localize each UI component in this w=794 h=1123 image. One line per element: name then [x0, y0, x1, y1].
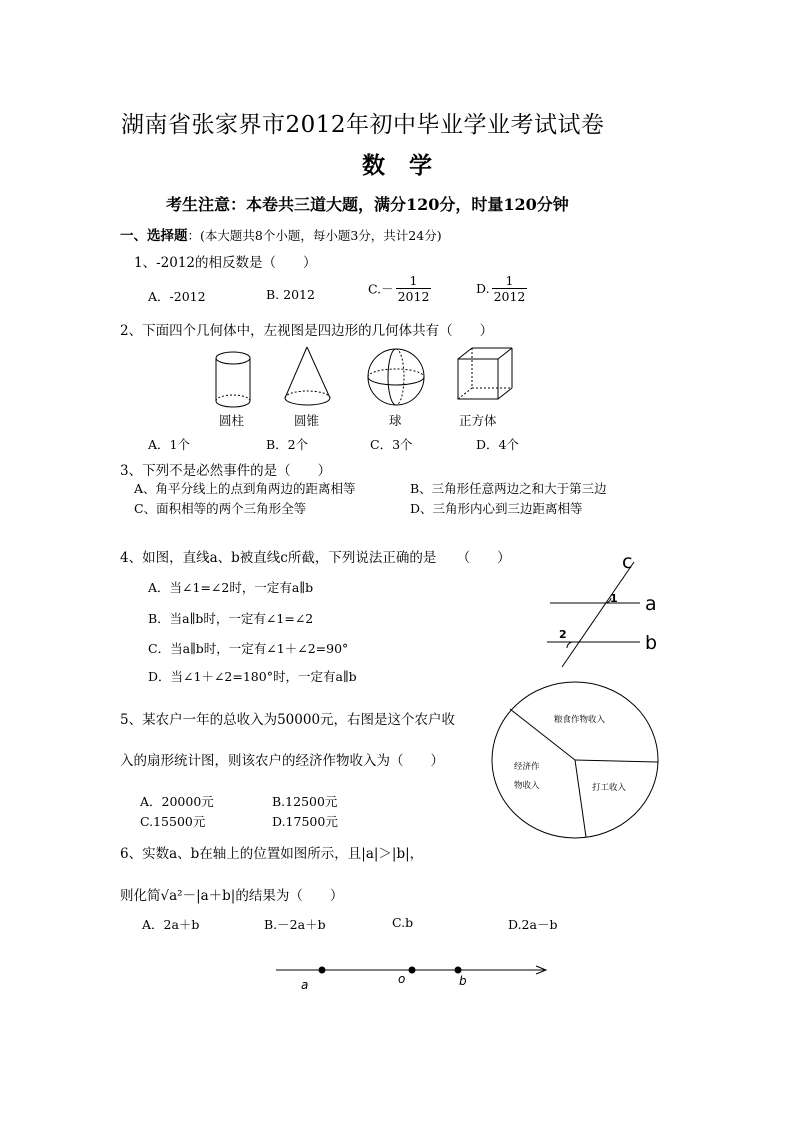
cylinder-icon [216, 352, 250, 407]
q6-stem-line1: 6、实数a、b在轴上的位置如图所示，且|a|＞|b|， [120, 846, 424, 862]
q2-option-c: C．3个 [370, 437, 413, 452]
point-b [455, 967, 462, 974]
q5-pie-chart [488, 678, 663, 843]
q3-option-c: C、面积相等的两个三角形全等 [134, 501, 307, 516]
pie-label-labor: 打工收入 [592, 783, 627, 793]
cube-icon [458, 348, 512, 399]
pie-divider-3 [575, 760, 586, 837]
q1-option-c-fraction [396, 273, 432, 304]
q4-option-d: D．当∠1＋∠2=180°时，一定有a∥b [148, 669, 357, 684]
q4-transversal-figure [542, 552, 677, 672]
section-note: ：(本大题共8个小题，每小题3分，共计24分) [187, 228, 442, 243]
q5-stem-line2: 入的扇形统计图，则该农户的经济作物收入为（ ） [120, 753, 444, 769]
cone-icon [285, 347, 330, 405]
q1-option-d-prefix: D. [476, 281, 490, 296]
q2-option-a: A．1个 [148, 437, 190, 452]
q3-option-b: B、三角形任意两边之和大于第三边 [410, 481, 607, 496]
subject-title: 数学 [362, 152, 456, 179]
q2-shapes-figure [205, 345, 525, 420]
q6-option-a: A．2a＋b [142, 917, 200, 932]
q5-option-b: B.12500元 [272, 794, 338, 809]
shape-label-cube: 正方体 [459, 413, 497, 428]
pie-label-grain: 粮食作物收入 [554, 715, 606, 725]
pie-label-cash-line1: 经济作 [514, 762, 540, 772]
shape-label-cylinder: 圆柱 [219, 413, 245, 428]
q1-option-b: B. 2012 [266, 287, 315, 302]
q6-option-b: B.－2a＋b [264, 917, 326, 932]
q1-stem: 1、-2012的相反数是（ ） [134, 255, 317, 271]
label-a: a [645, 593, 657, 615]
q5-option-d: D.17500元 [272, 814, 338, 829]
q5-stem-line1: 5、某农户一年的总收入为50000元，右图是这个农户收 [120, 712, 456, 728]
q6-option-c: C.b [392, 915, 414, 930]
q3-option-a: A、角平分线上的点到角两边的距离相等 [134, 481, 356, 496]
q3-stem: 3、下列不是必然事件的是（ ） [120, 463, 332, 479]
q5-option-a: A．20000元 [140, 794, 214, 809]
q2-option-d: D．4个 [476, 437, 519, 452]
q2-stem: 2、下面四个几何体中，左视图是四边形的几何体共有（ ） [120, 323, 494, 339]
pie-divider-2 [575, 760, 658, 762]
q6-number-line [272, 958, 557, 993]
q4-option-c: C．当a∥b时，一定有∠1＋∠2=90° [148, 641, 349, 656]
q1-option-d [476, 273, 527, 304]
q5-option-c: C.15500元 [140, 814, 206, 829]
q1-option-c-prefix: C.－ [368, 281, 394, 297]
shape-label-cone: 圆锥 [294, 413, 320, 428]
q6-option-d: D.2a－b [508, 917, 558, 932]
q1-option-d-fraction [492, 273, 528, 304]
q1-d-numerator: 1 [492, 273, 528, 289]
label-point-b: b [459, 974, 467, 988]
line-c [562, 562, 634, 667]
q1-option-a: A．-2012 [148, 289, 206, 304]
pie-label-cash-line2: 物收入 [514, 781, 540, 791]
exam-title: 湖南省张家界市2012年初中毕业学业考试试卷 [121, 112, 605, 138]
shape-label-sphere: 球 [389, 413, 402, 428]
label-angle-2: 2 [559, 628, 567, 641]
label-b: b [645, 632, 658, 654]
q4-option-a: A．当∠1=∠2时，一定有a∥b [148, 580, 314, 595]
q3-option-d: D、三角形内心到三边距离相等 [410, 501, 583, 516]
label-point-a: a [301, 978, 309, 992]
point-a [319, 967, 326, 974]
q6-stem-line2: 则化简√a²－|a＋b|的结果为（ ） [120, 888, 344, 904]
section-title: 一、选择题 [120, 228, 188, 244]
q1-c-denominator: 2012 [397, 289, 430, 304]
label-c: c [622, 552, 633, 573]
q4-option-b: B．当a∥b时，一定有∠1=∠2 [148, 611, 314, 626]
q1-c-numerator: 1 [396, 273, 432, 289]
q1-option-c [368, 273, 431, 304]
sphere-icon [368, 349, 424, 405]
q2-option-b: B．2个 [266, 437, 309, 452]
label-angle-1: 1 [610, 592, 618, 605]
q1-d-denominator: 2012 [493, 289, 526, 304]
label-point-o: o [398, 972, 406, 986]
q4-stem: 4、如图，直线a、b被直线c所截，下列说法正确的是 （ ） [120, 550, 511, 566]
exam-notice: 考生注意：本卷共三道大题，满分120分，时量120分钟 [166, 195, 569, 214]
section-heading [120, 224, 442, 244]
point-o [409, 967, 416, 974]
